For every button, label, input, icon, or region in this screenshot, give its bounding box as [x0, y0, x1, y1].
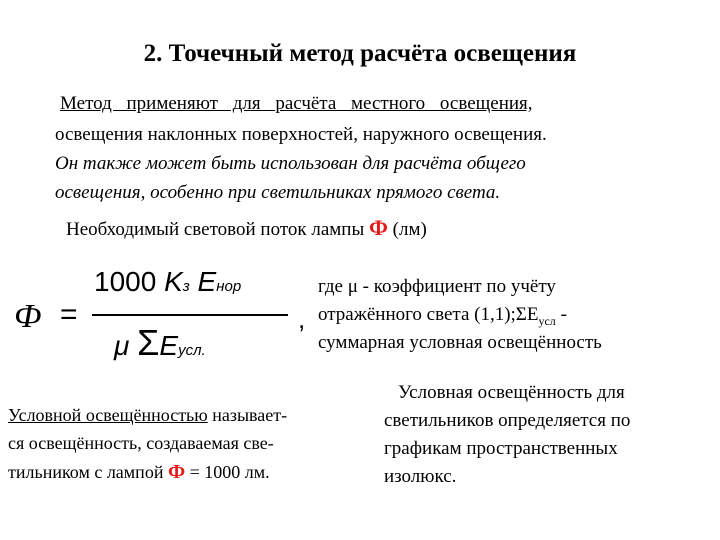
formula-numerator [94, 266, 241, 298]
formula-e-den: E [159, 330, 179, 361]
where-line-2 [318, 304, 567, 329]
conditional-line-3-end: = 1000 лм. [185, 462, 270, 482]
formula-lhs: Ф [14, 298, 42, 335]
flux-formula [14, 262, 304, 372]
flux-text: Необходимый световой поток лампы [66, 219, 369, 240]
flux-symbol: Ф [368, 215, 388, 240]
formula-equals: = [60, 298, 78, 331]
right-line-2: светильников определяется по [384, 410, 631, 431]
conditional-line-3-start: тильником с лампой [8, 462, 168, 482]
intro-line-4: освещения, особенно при светильниках прямого света. [55, 182, 501, 203]
where-line-1: где μ - коэффициент по учёту [318, 276, 556, 297]
formula-coef: 1000 [94, 266, 165, 297]
intro-line-2: освещения наклонных поверхностей, наружного освещения. [55, 124, 547, 145]
formula-k-sub: з [182, 278, 190, 295]
formula-mu: μ [114, 330, 130, 361]
formula-sum-icon: Σ [137, 322, 160, 363]
where-line-2-tail: - [555, 304, 567, 325]
right-line-1: Условная освещённость для [398, 382, 625, 403]
formula-e-den-sub: усл. [178, 342, 206, 359]
conditional-line-2: ся освещённость, создаваемая све- [8, 433, 274, 453]
conditional-line-1-tail: называет- [207, 405, 288, 425]
conditional-line-3 [8, 461, 270, 484]
flux-statement [66, 215, 427, 241]
formula-k: K [164, 266, 183, 297]
intro-underlined-text: Метод применяют для расчёта местного освещения, [60, 93, 533, 114]
page-title: 2. Точечный метод расчёта освещения [143, 40, 577, 67]
conditional-symbol: Ф [167, 461, 186, 483]
fraction-bar [92, 314, 288, 316]
flux-unit: (лм) [387, 219, 427, 240]
conditional-line-1 [8, 405, 287, 426]
intro-line-1 [60, 93, 533, 115]
where-line-2-sub: усл [538, 313, 556, 328]
where-line-2-text: отражённого света (1,1);ΣE [318, 304, 539, 325]
conditional-term: Условной освещённостью [8, 405, 208, 425]
right-line-3: графикам пространственных [384, 438, 618, 459]
intro-line-3: Он также может быть использован для расчёта общего [55, 153, 526, 174]
where-line-3: суммарная условная освещённость [318, 332, 602, 353]
formula-comma: , [298, 304, 306, 334]
formula-e: E [189, 266, 217, 297]
formula-denominator [114, 322, 206, 364]
right-line-4: изолюкс. [384, 466, 457, 487]
formula-e-sub: нор [216, 278, 242, 295]
